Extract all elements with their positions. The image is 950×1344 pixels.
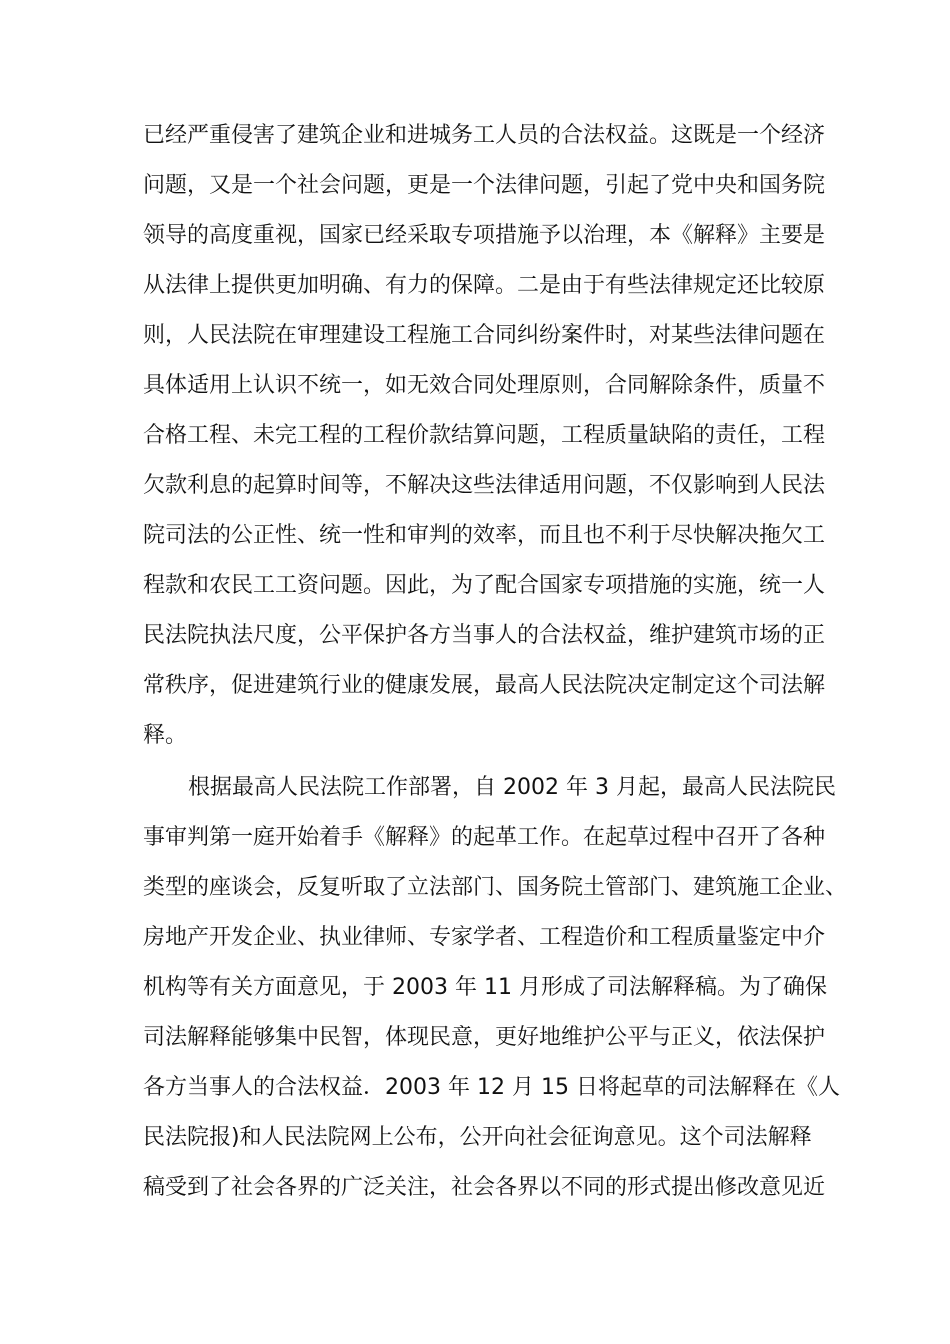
text-line: 院司法的公正性、统一性和审判的效率，而且也不利于尽快解决拖欠工 xyxy=(143,523,826,548)
text-line: 司法解释能够集中民智，体现民意，更好地维护公平与正义，依法保护 xyxy=(143,1025,826,1050)
text-line: 稿受到了社会各界的广泛关注，社会各界以不同的形式提出修改意见近 xyxy=(143,1175,826,1200)
text-line: 释。 xyxy=(143,723,188,748)
text-line: 民法院执法尺度，公平保护各方当事人的合法权益，维护建筑市场的正 xyxy=(143,623,826,648)
text-line: 事审判第一庭开始着手《解释》的起革工作。在起草过程中召开了各种 xyxy=(143,825,826,850)
paragraph-first-line: 根据最高人民法院工作部署，自 2002 年 3 月起，最高人民法院民 xyxy=(188,775,836,800)
text-line: 已经严重侵害了建筑企业和进城务工人员的合法权益。这既是一个经济 xyxy=(143,123,826,148)
text-line: 程款和农民工工资问题。因此，为了配合国家专项措施的实施，统一人 xyxy=(143,573,826,598)
text-line: 房地产开发企业、执业律师、专家学者、工程造价和工程质量鉴定中介 xyxy=(143,925,826,950)
text-line: 欠款利息的起算时间等，不解决这些法律适用问题，不仅影响到人民法 xyxy=(143,473,826,498)
text-line: 从法律上提供更加明确、有力的保障。二是由于有些法律规定还比较原 xyxy=(143,273,826,298)
text-line: 则，人民法院在审理建设工程施工合同纠纷案件时，对某些法律问题在 xyxy=(143,323,826,348)
text-line: 民法院报)和人民法院网上公布，公开向社会征询意见。这个司法解释 xyxy=(143,1125,812,1150)
text-line: 常秩序，促进建筑行业的健康发展，最高人民法院决定制定这个司法解 xyxy=(143,673,826,698)
text-line: 问题，又是一个社会问题，更是一个法律问题，引起了党中央和国务院 xyxy=(143,173,826,198)
text-line: 具体适用上认识不统一，如无效合同处理原则，合同解除条件，质量不 xyxy=(143,373,826,398)
text-line: 机构等有关方面意见，于 2003 年 11 月形成了司法解释稿。为了确保 xyxy=(143,975,827,1000)
text-line: 领导的高度重视，国家已经采取专项措施予以治理，本《解释》主要是 xyxy=(143,223,826,248)
text-line: 各方当事人的合法权益．2003 年 12 月 15 日将起草的司法解释在《人 xyxy=(143,1075,840,1100)
text-line: 合格工程、未完工程的工程价款结算问题，工程质量缺陷的责任，工程 xyxy=(143,423,826,448)
text-line: 类型的座谈会，反复听取了立法部门、国务院土管部门、建筑施工企业、 xyxy=(143,875,848,900)
